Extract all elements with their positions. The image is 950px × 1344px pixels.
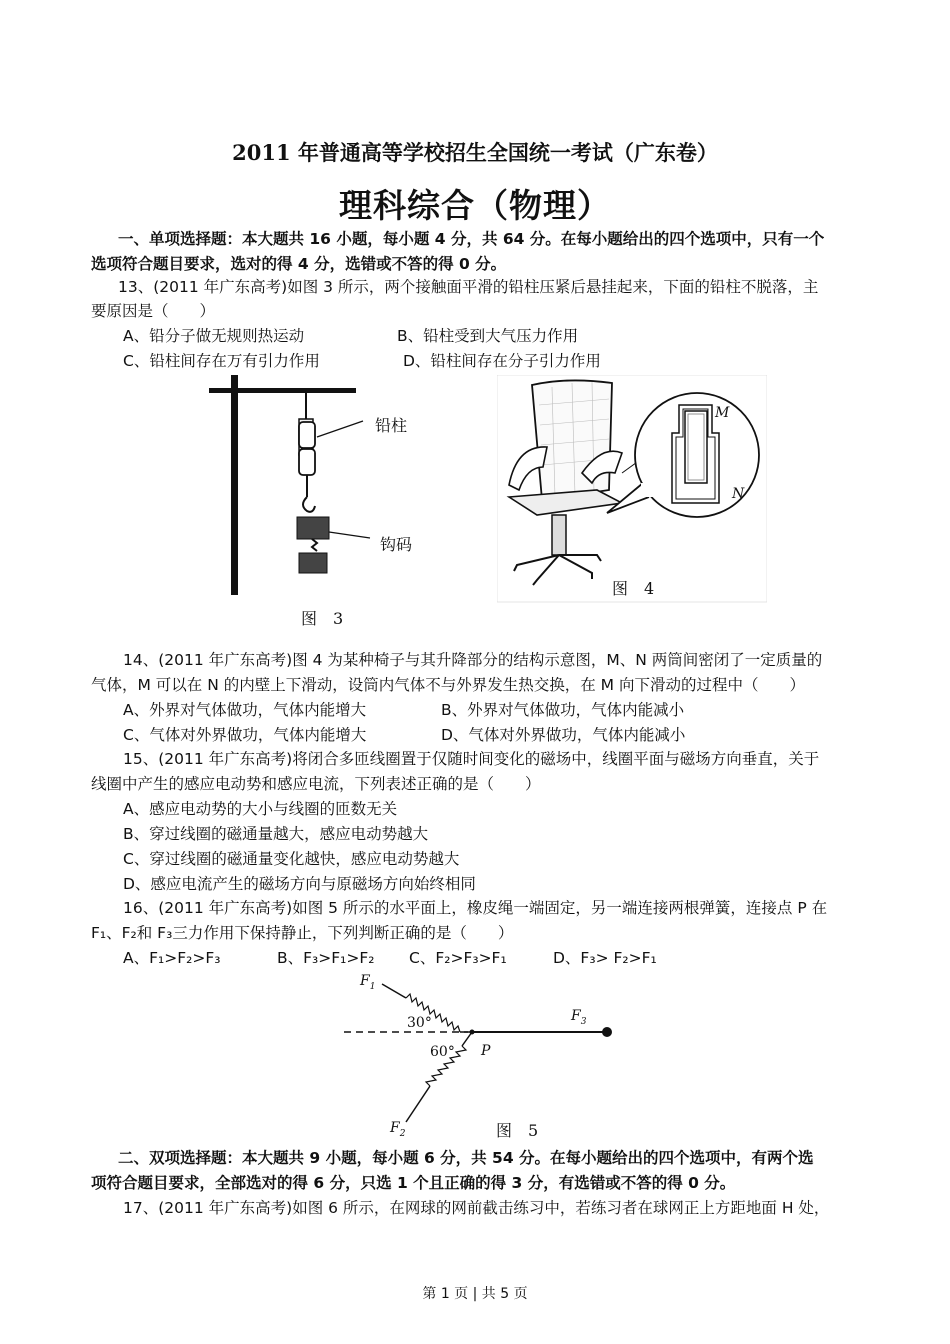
q16-option-b: B、F₃>F₁>F₂ bbox=[277, 949, 375, 967]
q14-option-d: D、气体对外界做功，气体内能减小 bbox=[441, 726, 686, 744]
q17-line1: 17、(2011 年广东高考)如图 6 所示，在网球的网前截击练习中，若练习者在球网正上方距地面 H 处， bbox=[123, 1199, 830, 1217]
figure-5-label-p: P bbox=[481, 1043, 491, 1059]
q16-option-c: C、F₂>F₃>F₁ bbox=[409, 949, 507, 967]
figure-4-label-n: N bbox=[732, 486, 745, 502]
section1-line2: 选项符合题目要求，选对的得 4 分，选错或不答的得 0 分。 bbox=[91, 255, 507, 273]
q16-option-d: D、F₃> F₂>F₁ bbox=[553, 949, 657, 967]
section2-line2: 项符合题目要求，全部选对的得 6 分，只选 1 个且正确的得 3 分，有选错或不答的得 0 分。 bbox=[91, 1174, 736, 1192]
q15-option-c: C、穿过线圈的磁通量变化越快，感应电动势越大 bbox=[123, 850, 460, 868]
q13-option-c: C、铅柱间存在万有引力作用 bbox=[123, 352, 320, 370]
figure-3-label-weight: 钩码 bbox=[380, 535, 413, 554]
q13-line2: 要原因是（ ） bbox=[91, 302, 216, 320]
exam-title: 2011 年普通高等学校招生全国统一考试（广东卷） bbox=[232, 140, 718, 165]
q14-option-a: A、外界对气体做功，气体内能增大 bbox=[123, 701, 367, 719]
q15-option-a: A、感应电动势的大小与线圈的匝数无关 bbox=[123, 800, 398, 818]
q13-option-b: B、铅柱受到大气压力作用 bbox=[397, 327, 579, 345]
q13-option-a: A、铅分子做无规则热运动 bbox=[123, 327, 305, 345]
section2-line1: 二、双项选择题：本大题共 9 小题，每小题 6 分，共 54 分。在每小题给出的四个选项中，有两个选 bbox=[118, 1149, 814, 1167]
figure-3-lead-cylinders bbox=[205, 375, 445, 635]
q14-line1: 14、(2011 年广东高考)图 4 为某种椅子与其升降部分的结构示意图，M、N 两筒间密闭了一定质量的 bbox=[123, 651, 823, 669]
q15-option-b: B、穿过线圈的磁通量越大，感应电动势越大 bbox=[123, 825, 429, 843]
q13-option-d: D、铅柱间存在分子引力作用 bbox=[403, 352, 601, 370]
figure-5-label-f3: $F_3$ bbox=[571, 1008, 587, 1027]
q15-line1: 15、(2011 年广东高考)将闭合多匝线圈置于仅随时间变化的磁场中，线圈平面与磁场方向垂直，关于 bbox=[123, 750, 820, 768]
q16-option-a: A、F₁>F₂>F₃ bbox=[123, 949, 221, 967]
figure-3-label-lead: 铅柱 bbox=[375, 416, 408, 435]
section1-line1: 一、单项选择题：本大题共 16 小题，每小题 4 分，共 64 分。在每小题给出的四个选项中，只有一个 bbox=[118, 230, 825, 248]
exam-subtitle: 理科综合（物理） bbox=[339, 186, 611, 225]
q13-line1: 13、(2011 年广东高考)如图 3 所示，两个接触面平滑的铅柱压紧后悬挂起来，下面的铅柱不脱落，主 bbox=[118, 278, 819, 296]
q14-line2: 气体，M 可以在 N 的内壁上下滑动，设筒内气体不与外界发生热交换，在 M 向下滑动的过程中（ ） bbox=[91, 676, 805, 694]
figure-4-caption: 图 4 bbox=[612, 579, 655, 598]
q16-line1: 16、(2011 年广东高考)如图 5 所示的水平面上，橡皮绳一端固定，另一端连接两根弹簧，连接点 P 在 bbox=[123, 899, 828, 917]
q15-line2: 线圈中产生的感应电动势和感应电流，下列表述正确的是（ ） bbox=[91, 775, 541, 793]
figure-3-caption: 图 3 bbox=[301, 609, 344, 628]
figure-5-label-f2: $F_2$ bbox=[390, 1120, 406, 1139]
figure-4-label-m: M bbox=[715, 405, 730, 421]
page-footer: 第 1 页 | 共 5 页 bbox=[422, 1286, 528, 1302]
figure-5-angle-30: 30° bbox=[407, 1015, 432, 1031]
q16-line2: F₁、F₂和 F₃三力作用下保持静止，下列判断正确的是（ ） bbox=[91, 924, 514, 942]
q14-option-c: C、气体对外界做功，气体内能增大 bbox=[123, 726, 367, 744]
figure-5-label-f1: $F_1$ bbox=[360, 973, 376, 992]
q15-option-d: D、感应电流产生的磁场方向与原磁场方向始终相同 bbox=[123, 875, 476, 893]
q14-option-b: B、外界对气体做功，气体内能减小 bbox=[441, 701, 685, 719]
figure-5-angle-60: 60° bbox=[430, 1044, 455, 1060]
figure-5-caption: 图 5 bbox=[496, 1121, 539, 1140]
